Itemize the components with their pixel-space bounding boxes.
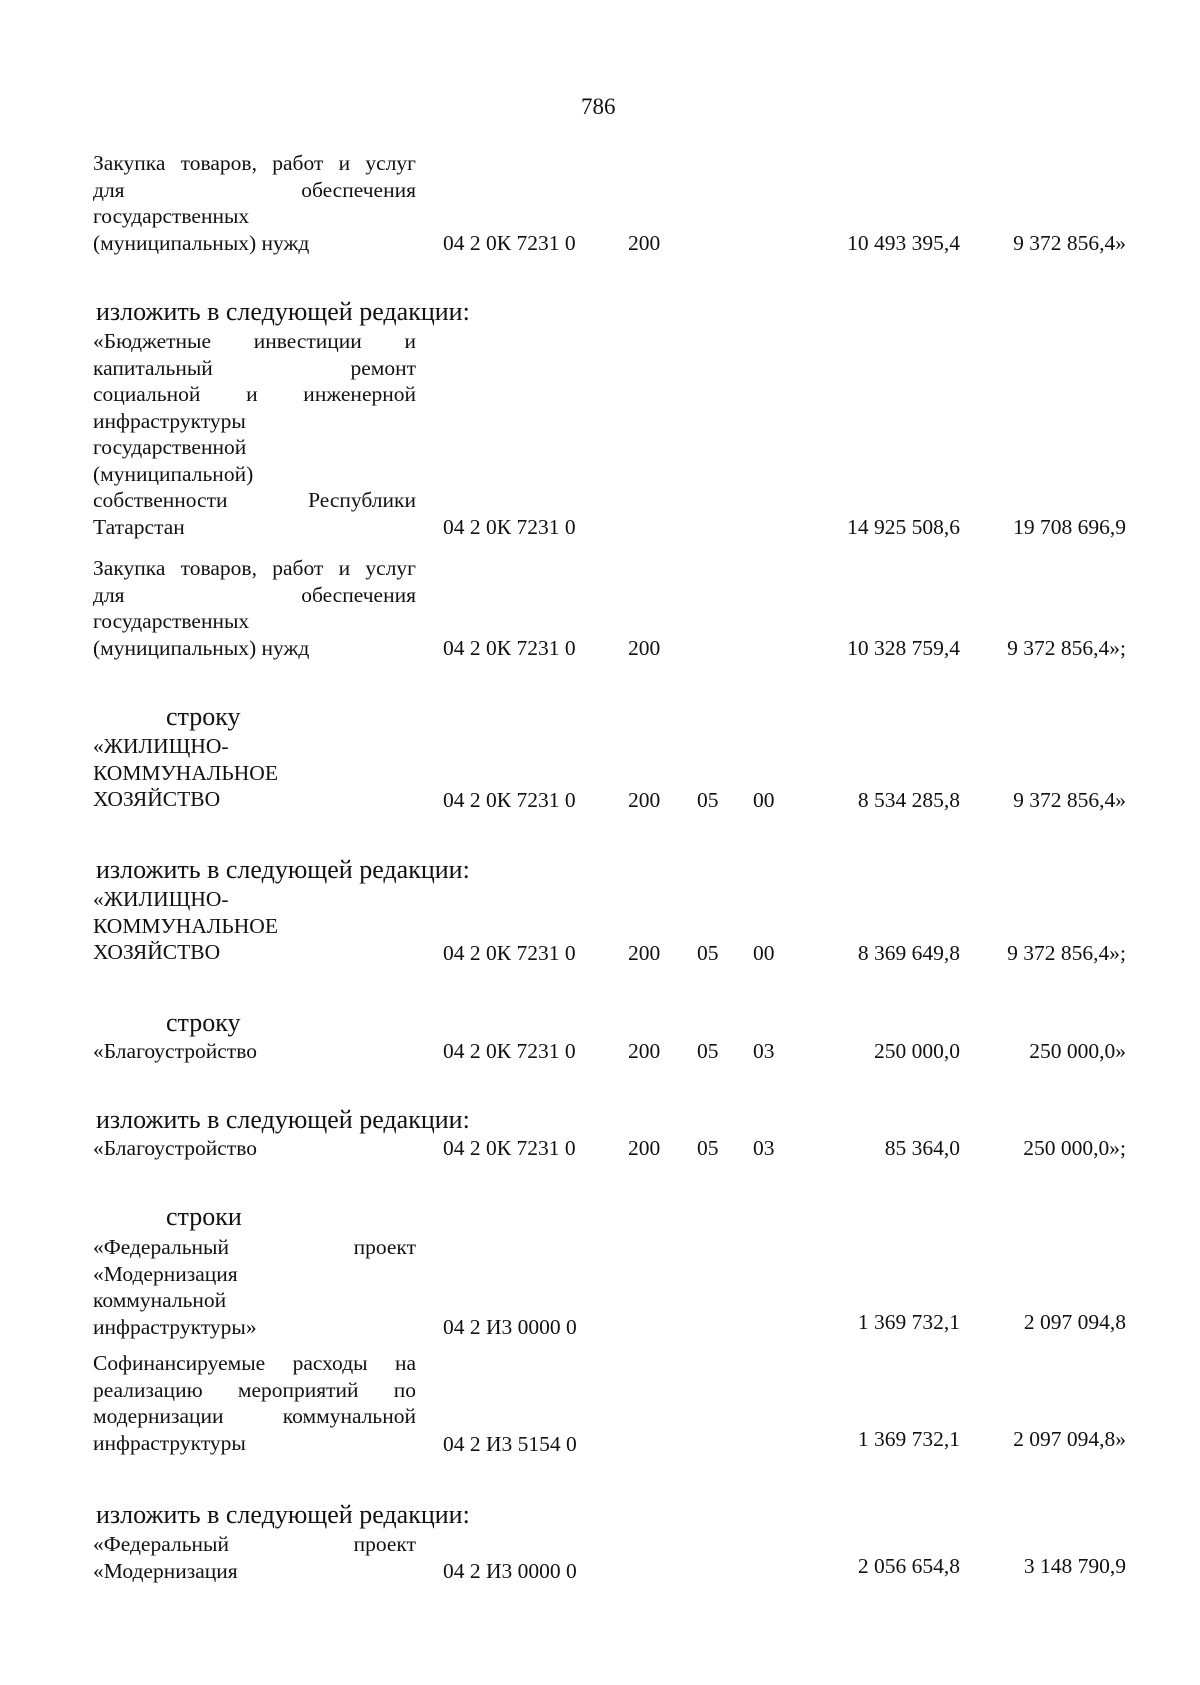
section-cell: 05 — [697, 1038, 719, 1063]
value-2-cell: 9 372 856,4» — [1013, 787, 1126, 812]
value-1-cell: 2 056 654,8 — [857, 1553, 960, 1578]
value-1-cell: 10 493 395,4 — [847, 230, 960, 255]
instruction-heading: строку — [166, 702, 241, 731]
instruction-heading: строку — [166, 1008, 241, 1037]
type-cell: 200 — [628, 940, 661, 965]
code-cell: 04 2 И3 0000 0 — [443, 1314, 577, 1339]
instruction-heading: изложить в следующей редакции: — [96, 1500, 470, 1529]
code-cell: 04 2 0К 7231 0 — [443, 1135, 576, 1160]
row-description: «ЖИЛИЩНО- КОММУНАЛЬНОЕ ХОЗЯЙСТВО — [93, 887, 278, 964]
code-cell: 04 2 0К 7231 0 — [443, 787, 576, 812]
value-2-cell: 250 000,0» — [1029, 1038, 1126, 1063]
code-cell: 04 2 0К 7231 0 — [443, 514, 576, 539]
subsection-cell: 00 — [753, 787, 775, 812]
value-2-cell: 250 000,0»; — [1023, 1135, 1126, 1160]
code-cell: 04 2 И3 5154 0 — [443, 1431, 577, 1456]
value-2-cell: 9 372 856,4»; — [1007, 635, 1126, 660]
row-description: «Благоустройство — [93, 1039, 257, 1063]
type-cell: 200 — [628, 1135, 661, 1160]
value-2-cell: 9 372 856,4» — [1013, 230, 1126, 255]
subsection-cell: 00 — [753, 940, 775, 965]
value-1-cell: 8 369 649,8 — [857, 940, 960, 965]
row-description: «Федеральный проект «Модернизация коммунальной инфраструктуры» — [93, 1235, 416, 1339]
value-2-cell: 2 097 094,8» — [1013, 1426, 1126, 1451]
row-description: «Благоустройство — [93, 1136, 257, 1160]
value-1-cell: 14 925 508,6 — [847, 514, 960, 539]
value-2-cell: 9 372 856,4»; — [1007, 940, 1126, 965]
type-cell: 200 — [628, 230, 661, 255]
row-description: Закупка товаров, работ и услуг для обеспечения государственных (муниципальных) нужд — [93, 151, 416, 255]
page-number: 786 — [581, 94, 616, 119]
value-2-cell: 19 708 696,9 — [1013, 514, 1126, 539]
type-cell: 200 — [628, 1038, 661, 1063]
type-cell: 200 — [628, 787, 661, 812]
subsection-cell: 03 — [753, 1038, 775, 1063]
instruction-heading: изложить в следующей редакции: — [96, 1105, 470, 1134]
section-cell: 05 — [697, 940, 719, 965]
row-description: «Федеральный проект «Модернизация — [93, 1532, 416, 1583]
value-2-cell: 2 097 094,8 — [1023, 1309, 1126, 1334]
code-cell: 04 2 0К 7231 0 — [443, 230, 576, 255]
code-cell: 04 2 0К 7231 0 — [443, 1038, 576, 1063]
type-cell: 200 — [628, 635, 661, 660]
value-2-cell: 3 148 790,9 — [1023, 1553, 1126, 1578]
row-description: Софинансируемые расходы на реализацию мероприятий по модернизации коммунальной инфраструктуры — [93, 1351, 416, 1455]
code-cell: 04 2 И3 0000 0 — [443, 1558, 577, 1583]
instruction-heading: изложить в следующей редакции: — [96, 855, 470, 884]
value-1-cell: 1 369 732,1 — [857, 1309, 960, 1334]
row-description: «Бюджетные инвестиции и капитальный ремонт социальной и инженерной инфраструктуры государственной (муниципальной) собственности Республики Татарстан — [93, 329, 416, 539]
value-1-cell: 8 534 285,8 — [857, 787, 960, 812]
section-cell: 05 — [697, 787, 719, 812]
section-cell: 05 — [697, 1135, 719, 1160]
value-1-cell: 250 000,0 — [874, 1038, 960, 1063]
instruction-heading: изложить в следующей редакции: — [96, 297, 470, 326]
value-1-cell: 10 328 759,4 — [847, 635, 960, 660]
code-cell: 04 2 0К 7231 0 — [443, 635, 576, 660]
row-description: Закупка товаров, работ и услуг для обеспечения государственных (муниципальных) нужд — [93, 556, 416, 660]
subsection-cell: 03 — [753, 1135, 775, 1160]
instruction-heading: строки — [166, 1202, 242, 1231]
code-cell: 04 2 0К 7231 0 — [443, 940, 576, 965]
value-1-cell: 85 364,0 — [884, 1135, 960, 1160]
value-1-cell: 1 369 732,1 — [857, 1426, 960, 1451]
row-description: «ЖИЛИЩНО- КОММУНАЛЬНОЕ ХОЗЯЙСТВО — [93, 734, 278, 811]
